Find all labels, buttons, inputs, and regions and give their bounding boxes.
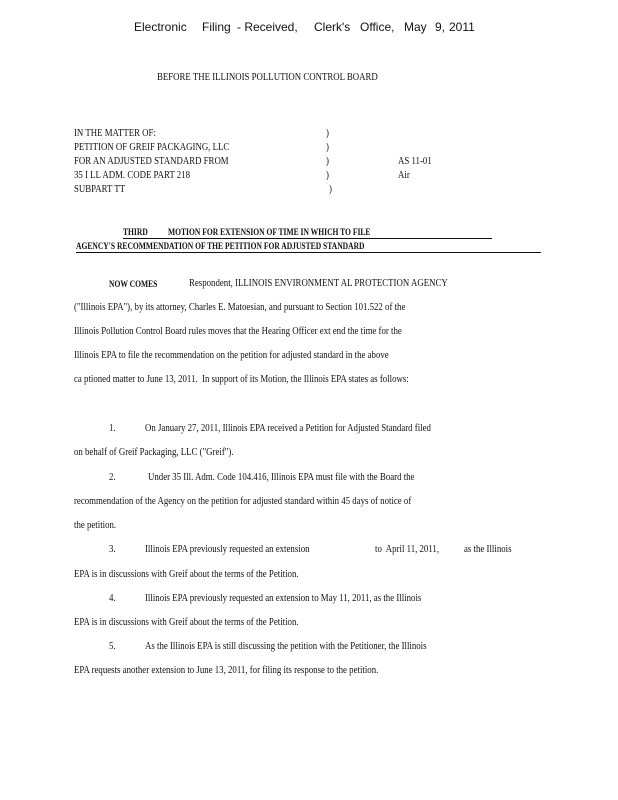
stamp-word: 9,: [435, 20, 446, 34]
caption-bracket: ): [326, 128, 329, 139]
case-type: Air: [398, 170, 410, 181]
body-line: the petition.: [74, 520, 117, 531]
body-line: On January 27, 2011, Illinois EPA received a Petition for Adjusted Standard filed: [145, 423, 431, 434]
body-line: ca ptioned matter to June 13, 2011. In support of its Motion, the Illinois EPA states as follows:: [74, 374, 409, 385]
item-number: 1.: [109, 423, 116, 434]
board-title: BEFORE THE ILLINOIS POLLUTION CONTROL BOARD: [157, 72, 378, 83]
body-line: on behalf of Greif Packaging, LLC ("Greif").: [74, 447, 234, 458]
item-number: 3.: [109, 544, 116, 555]
now-comes: NOW COMES: [109, 279, 158, 289]
caption-bracket: ): [326, 156, 329, 167]
item-number: 5.: [109, 641, 116, 652]
body-line: to April 11, 2011,: [375, 544, 440, 555]
body-line: Illinois Pollution Control Board rules moves that the Hearing Officer ext end the time for the: [74, 326, 402, 337]
stamp-word: Electronic: [134, 20, 187, 34]
caption-line: IN THE MATTER OF:: [74, 128, 156, 139]
stamp-word: May: [404, 20, 427, 34]
body-line: as the Illinois: [464, 544, 512, 555]
motion-title-line1: MOTION FOR EXTENSION OF TIME IN WHICH TO FILE: [168, 227, 371, 237]
body-line: EPA is in discussions with Greif about the terms of the Petition.: [74, 569, 299, 580]
body-line: Respondent, ILLINOIS ENVIRONMENT AL PROTECTION AGENCY: [189, 278, 448, 289]
body-line: EPA is in discussions with Greif about the terms of the Petition.: [74, 617, 299, 628]
body-line: Illinois EPA previously requested an extension: [145, 544, 310, 555]
caption-bracket: ): [326, 142, 329, 153]
body-line: Illinois EPA previously requested an extension to May 11, 2011, as the Illinois: [145, 593, 422, 604]
caption-line: 35 I LL ADM. CODE PART 218: [74, 170, 191, 181]
item-number: 4.: [109, 593, 116, 604]
title-underline: [123, 238, 492, 239]
body-line: recommendation of the Agency on the petition for adjusted standard within 45 days of notice of: [74, 496, 412, 507]
stamp-word: Office,: [360, 20, 395, 34]
stamp-word: - Received,: [237, 20, 298, 34]
caption-line: PETITION OF GREIF PACKAGING, LLC: [74, 142, 230, 153]
caption-bracket: ): [326, 170, 329, 181]
motion-title-line2: AGENCY'S RECOMMENDATION OF THE PETITION FOR ADJUSTED STANDARD: [76, 241, 365, 251]
body-line: Illinois EPA to file the recommendation on the petition for adjusted standard in the above: [74, 350, 389, 361]
caption-line: SUBPART TT: [74, 184, 126, 195]
stamp-word: Filing: [202, 20, 231, 34]
motion-title-word: THIRD: [123, 227, 148, 237]
item-number: 2.: [109, 472, 116, 483]
title-underline: [76, 252, 541, 253]
case-number: AS 11-01: [398, 156, 432, 167]
body-line: Under 35 Ill. Adm. Code 104.416, Illinois EPA must file with the Board the: [148, 472, 415, 483]
body-line: EPA requests another extension to June 13, 2011, for filing its response to the petition.: [74, 665, 379, 676]
body-line: ("Illinois EPA"), by its attorney, Charles E. Matoesian, and pursuant to Section 101.522 of the: [74, 302, 406, 313]
caption-line: FOR AN ADJUSTED STANDARD FROM: [74, 156, 229, 167]
body-line: As the Illinois EPA is still discussing the petition with the Petitioner, the Illinois: [145, 641, 427, 652]
stamp-word: 2011: [449, 20, 475, 34]
stamp-word: Clerk's: [314, 20, 351, 34]
caption-bracket: ): [329, 184, 332, 195]
